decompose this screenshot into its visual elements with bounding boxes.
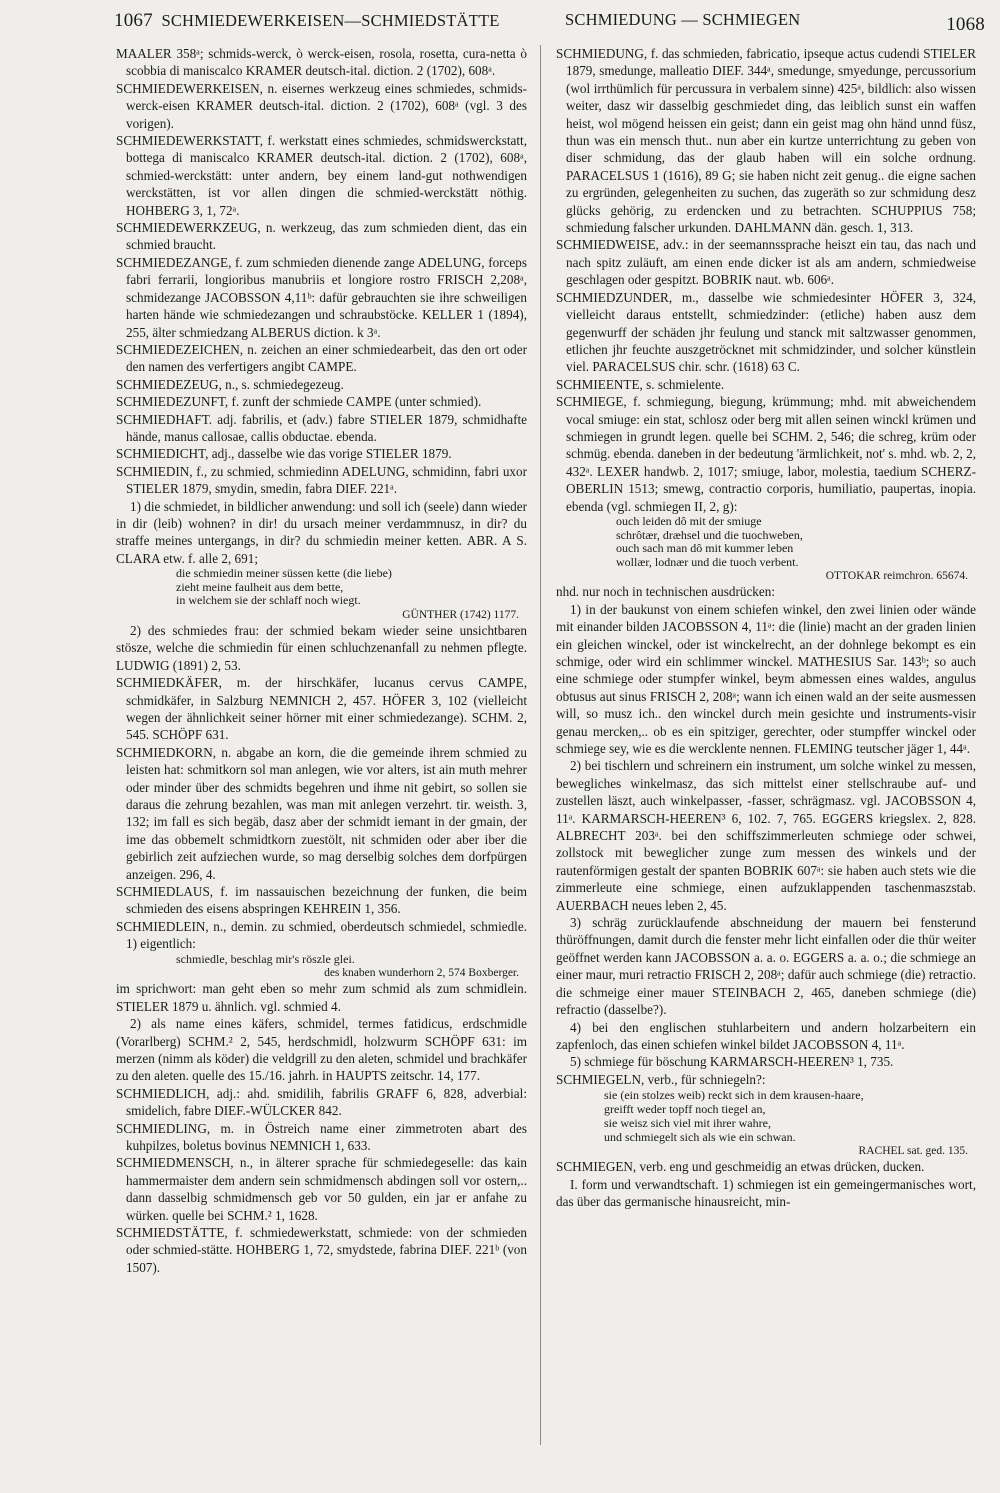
dictionary-entry: SCHMIEDEZEICHEN, n. zeichen an einer schmiedearbeit, das den ort oder den namen des verfertigers angibt CAMPE.	[116, 341, 527, 375]
dictionary-entry: SCHMIEDKÄFER, m. der hirschkäfer, lucanus cervus CAMPE, schmidkäfer, in Salzburg NEMNICH 2, 457. HÖFER 3, 102 (vielleicht wegen der ähnlichkeit seiner hörner mit einer schmiedezange). SCHM. 2, 545. SCHÖPF 631.	[116, 675, 527, 743]
dictionary-entry: SCHMIEDWEISE, adv.: in der seemannssprache heiszt ein tau, das nach und nach spitz zuläuft, am einen ende dicker ist als am andern, schmiedweise geschlagen oder gespitzt. BOBRIK naut. wb. 606ᵃ.	[556, 237, 976, 288]
left-page-number: 1067	[114, 10, 153, 31]
verse-quote: die schmiedin meiner süssen kette (die liebe) zieht meine faulheit aus dem bette, in welchem sie der schlaff noch wiegt.	[176, 566, 392, 608]
entry-paragraph: im sprichwort: man geht eben so mehr zum schmid als zum schmidlein. STIELER 1879 u. ähnlich. vgl. schmied 4.	[116, 981, 527, 1014]
dictionary-entry: SCHMIEENTE, s. schmielente.	[556, 376, 725, 392]
right-running-title: SCHMIEDUNG — SCHMIEGEN	[565, 10, 801, 29]
dictionary-entry: SCHMIEDEWERKSTATT, f. werkstatt eines schmiedes, schmidswerckstatt, bottega di maniscalco KRAMER deutsch-ital. diction. 2 (1702), 608ᵃ, schmied-werckstätt: unter andern, bey einem land-gut nothwendigen werckstätten, ist vor allen dingen die schmied-werckstätt nöthig. HOHBERG 3, 1, 72ᵃ.	[116, 133, 527, 218]
dictionary-entry: SCHMIEDIN, f., zu schmied, schmiedinn ADELUNG, schmidinn, fabri uxor STIELER 1879, smydin, smedin, fabra DIEF. 221ᵃ.	[116, 463, 527, 497]
dictionary-entry: SCHMIEDEZANGE, f. zum schmieden dienende zange ADELUNG, forceps fabri ferrarii, longioribus manubriis et longiore rostro FRISCH 2,208ᵃ, schmidezange JACOBSSON 4,11ᵇ: dafür gebrauchten sie ihre schweiligen harten hände wie schmiedezangen und schraubstöcke. KELLER 1 (1894), 255, älter schmiedzang ALBERUS diction. k 3ᵃ.	[116, 254, 527, 340]
dictionary-entry: SCHMIEDEZEUG, n., s. schmiedegezeug.	[116, 376, 344, 392]
dictionary-entry: MAALER 358ᵃ; schmids-werck, ò werck-eisen, rosola, rosetta, cura-netta ò scobbia di maniscalco KRAMER deutsch-ital. diction. 2 (1702), 608ᵃ.	[116, 46, 527, 79]
dictionary-entry: SCHMIEDLING, m. in Östreich name einer zimmetroten abart des kuhpilzes, boletus bovinus NEMNICH 1, 633.	[116, 1120, 527, 1153]
dictionary-entry: SCHMIEDKORN, n. abgabe an korn, die die gemeinde ihrem schmied zu leisten hat: schmitkorn sol man anlegen, wie vor alters, ist ain muth mehrer oder minder über des schmidts begehren und ihme nit gebirt, so sollen sie daraus die zehrung bezahlen, was man mit anlegen verzehrt. tir. weisth. 3, 132; im fall es sich begäb, dasz aber der schmidt iemant in der gmain, der ime das obbemelt schmidtkorn zuestölt, nit schmiden oder aber iber die gebirlich zeit aufziechen wurde, so mag derselbig solches dem dorfpürgen anzeigen. 296, 4.	[116, 744, 527, 882]
dictionary-entry: SCHMIEDLEIN, n., demin. zu schmied, oberdeutsch schmiedel, schmiedle. 1) eigentlich:	[116, 918, 527, 952]
verse-quote: sie (ein stolzes weib) reckt sich in dem krausen-haare, greifft weder topff noch tiegel an, sie weisz sich viel mit ihrer wahre, und schmiegelt sich als wie ein schwan.	[604, 1088, 864, 1145]
entry-paragraph: 5) schmiege für böschung KARMARSCH-HEEREN³ 1, 735.	[570, 1054, 894, 1070]
citation: des knaben wunderhorn 2, 574 Boxberger.	[324, 967, 519, 980]
citation: GÜNTHER (1742) 1177.	[402, 608, 519, 621]
dictionary-entry: SCHMIEDHAFT. adj. fabrilis, et (adv.) fabre STIELER 1879, schmidhafte hände, manus callosae, callis obductae. ebenda.	[116, 411, 527, 444]
verse-quote: ouch leiden dô mit der smiuge schrôtær, dræhsel und die tuochweben, ouch sach man dô mit kummer leben wollær, lodnær und die tuoch verbent.	[616, 513, 803, 569]
entry-paragraph: 3) schräg zurücklaufende abschneidung der mauern bei fensterund thüröffnungen, damit durch die fenster mehr licht einfallen oder die thür weiter geöffnet werden kann JACOBSSON a. a. o. EGGERS a. a. o.; die schmiege an einer maur, muri retractio FRISCH 2, 208ᵃ; dafür auch schmiege (die) retractio. die schmeige einer mauer STEINBACH 2, 465, daneben schmiege (die) refractio (dasselbe?).	[556, 915, 976, 1018]
entry-paragraph: 1) in der baukunst von einem schiefen winkel, den zwei linien oder wände mit einander bilden JACOBSSON 4, 11ᵃ: die (linie) macht an der graden linien ein gleichen winckel, oder ist winckelrecht, an der dohnlege bekompt es ein schmige, oder wird ein schlimmer winckel. MATHESIUS Sar. 143ᵇ; so auch eine schmiege oder stumpfer winkel, beym abmessen eines waldes, angulus obtusus aut sinus FRISCH 2, 208ᵃ; wann ich einen wald an der seite ausmessen will, so musz ich.. den winckel durch mein gesichte und instruments-visir genau mercken,.. ob es ein spitziger, gerechter, oder stumpffer winckel oder schmiege sey, wie es die wercklente nennen. FLEMING teutscher jäger 1, 44ᵃ.	[556, 601, 976, 756]
dictionary-entry: SCHMIEGELN, verb., für schniegeln?:	[556, 1071, 766, 1087]
left-running-title: SCHMIEDEWERKEISEN—SCHMIEDSTÄTTE	[161, 11, 500, 30]
dictionary-entry: SCHMIEDMENSCH, n., in älterer sprache für schmiedegeselle: das kain hammermaister dem andern sein schmidmensch abdingen soll vor ostern,.. dann dasselbig schmidmensch geb vor 50 gulden, ein jar er anfahe zu würken. quelle bei SCHM.² 1, 1628.	[116, 1155, 527, 1223]
citation: RACHEL sat. ged. 135.	[858, 1145, 968, 1158]
dictionary-entry: SCHMIEDUNG, f. das schmieden, fabricatio, ipseque actus cudendi STIELER 1879, smedunge, malleatio DIEF. 344ᵃ, smedunge, smyedunge, percussorium (wol irrthümlich für percussura in verbalem sinne) 425ᵃ, bildlich: also wissen weiter, dasz wir dasselbig geschmiedet ding, das leiblich sunst ein waffen heist, wol mögend heissen ein geist; dann ein geist mag ohn händ unnd füsz, thun was ein mensch thut.. nun aber ein kurtze unterrichtung zu geben von diser schmidung, das der glaub haben will ein solche ordnung. PARACELSUS 1 (1616), 89 G; sie haben nicht zeit genug.. die eigne sachen zu ergründen, gelegenheiten zu suchen, das zugeräth so zur schmidung desz glücks gehörig, zu erdencken und zu betrachten. SCHUPPIUS 758; schmiedung falscher urkunden. DAHLMANN dän. gesch. 1, 313.	[556, 46, 976, 236]
dictionary-entry: SCHMIEDEWERKEISEN, n. eisernes werkzeug eines schmiedes, schmids-werck-eisen KRAMER deutsch-ital. diction. 2 (1702), 608ᵃ (vgl. 3 des vorigen).	[116, 80, 527, 131]
entry-paragraph: 2) als name eines käfers, schmidel, termes fatidicus, erdschmidle (Vorarlberg) SCHM.² 2, 545, herdschmidl, holzwurm SCHÖPF 631: im merzen (nimm als köder) die veldgrill zu den aleten, schmidel und brachkäfer zu den aleten. quelle des 15./16. jahrh. in HAUPTS zeitschr. 14, 177.	[116, 1016, 527, 1084]
right-page-header	[565, 10, 985, 35]
dictionary-entry: SCHMIEGEN, verb. eng und geschmeidig an etwas drücken, ducken.	[556, 1159, 925, 1175]
dictionary-entry: SCHMIEDSTÄTTE, f. schmiedewerkstatt, schmiede: von der schmieden oder schmied-stätte. HOHBERG 1, 72, smydstede, fabrina DIEF. 221ᵇ (von 1507).	[116, 1224, 527, 1275]
dictionary-entry: SCHMIEDICHT, adj., dasselbe wie das vorige STIELER 1879.	[116, 446, 452, 462]
right-column	[556, 45, 976, 1485]
left-column	[116, 45, 527, 1485]
entry-paragraph: 4) bei den englischen stuhlarbeitern und andern holzarbeitern ein zapfenloch, das einen schiefen winkel bildet JACOBSSON 4, 11ᵃ.	[556, 1019, 976, 1052]
entry-paragraph: 2) bei tischlern und schreinern ein instrument, um solche winkel zu messen, bewegliches winkelmasz, das sich mittelst einer stellschraube auf- und zustellen läszt, auch winkelpasser, -fasser, schrägmasz. vgl. JACOBSSON 4, 11ᵃ. KARMARSCH-HEEREN³ 6, 102. 7, 765. EGGERS kriegslex. 2, 828. ALBRECHT 203ᵃ. bei den schiffszimmerleuten schmiege oder schwei, zollstock mit beweglicher zunge zum messen des winkels und der rautenförmigen gestalt der spanten BOBRIK 607ᵃ: sie haben auch stets wie die zimmerleute eine schmiege, einen aufzuklappenden taschenmaszstab. AUERBACH neues leben 2, 45.	[556, 758, 976, 913]
column-divider	[540, 45, 541, 1445]
entry-paragraph: nhd. nur noch in technischen ausdrücken:	[556, 584, 775, 600]
dictionary-entry: SCHMIEGE, f. schmiegung, biegung, krümmung; mhd. mit abweichendem vocal smiuge: ein stat, schlosz oder berg mit allen seinen winckl krümen und schmiegen in grundt legen. quelle bei SCHM. 2, 546; die schreg, krüm oder schmüg. ebenda. daneben in der bedeutung 'ärmlichkeit, not' s. mhd. wb. 2, 2, 432ᵃ. LEXER handwb. 2, 1017; smiuge, labor, molestia, taedium SCHERZ-OBERLIN 1513; smewg, contractio corporis, humiliatio, paupertas, inopia. ebenda (vgl. schmiegen II, 2, g):	[556, 394, 976, 514]
dictionary-entry: SCHMIEDLICH, adj.: ahd. smidilih, fabrilis GRAFF 6, 828, adverbial: smidelich, fabre DIEF.-WÜLCKER 842.	[116, 1085, 527, 1119]
dictionary-entry: SCHMIEDZUNDER, m., dasselbe wie schmiedesinter HÖFER 3, 324, vielleicht daraus entstellt, schmiedzinder: (etliche) haben ausz dem gegenwurff der schäden jhr feulung und stanck mit saltzwasser genommen, etlichen jhr feuchte auszgetröcknet mit schmidzinder, und solcher künstlein viel. PARACELSUS chir. schr. (1618) 63 C.	[556, 289, 976, 375]
verse-quote: schmiedle, beschlag mir's röszle glei.	[176, 951, 355, 966]
dictionary-entry: SCHMIEDLAUS, f. im nassauischen bezeichnung der funken, die beim schmieden des eisens abspringen KEHREIN 1, 356.	[116, 884, 527, 917]
entry-paragraph: I. form und verwandtschaft. 1) schmiegen ist ein gemeingermanisches wort, das über das germanische hinausreicht, min-	[556, 1176, 976, 1209]
dictionary-entry: SCHMIEDEZUNFT, f. zunft der schmiede CAMPE (unter schmied).	[116, 394, 482, 410]
right-page-number: 1068	[946, 14, 985, 35]
entry-paragraph: 2) des schmiedes frau: der schmied bekam wieder seine unsichtbaren stösze, welche die schmiedin für einen schluchzenanfall zu nehmen pflegte. LUDWIG (1891) 2, 53.	[116, 622, 527, 673]
citation: OTTOKAR reimchron. 65674.	[825, 570, 968, 583]
entry-paragraph: 1) die schmiedet, in bildlicher anwendung: und soll ich (seele) dann wieder in dir (leib) wohnen? in dir! du ursach meiner verdammnusz, in dir? du straffe meines untergangs, in dir? du schmiedin meiner ketten. ABR. A S. CLARA etw. f. alle 2, 691;	[116, 498, 527, 566]
dictionary-entry: SCHMIEDEWERKZEUG, n. werkzeug, das zum schmieden dient, das ein schmied braucht.	[116, 220, 527, 253]
left-page-header	[114, 10, 500, 32]
